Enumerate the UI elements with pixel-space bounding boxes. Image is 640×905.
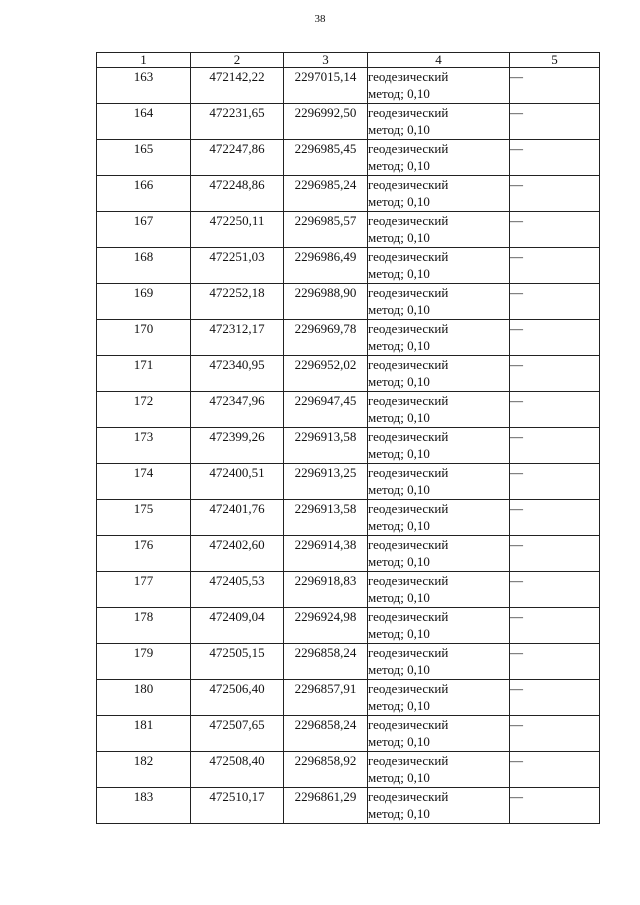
method-line-1: геодезический bbox=[368, 645, 449, 660]
x-coordinate-cell: 472409,04 bbox=[191, 608, 284, 644]
method-line-2: метод; 0,10 bbox=[368, 734, 430, 749]
method-line-2: метод; 0,10 bbox=[368, 446, 430, 461]
point-number-cell: 171 bbox=[97, 356, 191, 392]
method-line-1: геодезический bbox=[368, 537, 449, 552]
dash-mark: — bbox=[510, 321, 523, 336]
method-line-2: метод; 0,10 bbox=[368, 770, 430, 785]
column-5-cell bbox=[510, 788, 600, 824]
point-number-cell: 166 bbox=[97, 176, 191, 212]
column-5-cell bbox=[510, 68, 600, 104]
y-coordinate-cell: 2297015,14 bbox=[284, 68, 368, 104]
point-number-cell: 179 bbox=[97, 644, 191, 680]
method-line-2: метод; 0,10 bbox=[368, 374, 430, 389]
method-cell bbox=[368, 140, 510, 176]
y-coordinate-cell: 2296861,29 bbox=[284, 788, 368, 824]
y-coordinate-cell: 2296913,58 bbox=[284, 500, 368, 536]
method-line-2: метод; 0,10 bbox=[368, 86, 430, 101]
method-line-2: метод; 0,10 bbox=[368, 230, 430, 245]
table-row bbox=[97, 356, 600, 392]
dash-mark: — bbox=[510, 609, 523, 624]
method-cell bbox=[368, 788, 510, 824]
table-row bbox=[97, 752, 600, 788]
method-line-1: геодезический bbox=[368, 141, 449, 156]
y-coordinate-cell: 2296918,83 bbox=[284, 572, 368, 608]
point-number-cell: 163 bbox=[97, 68, 191, 104]
method-line-2: метод; 0,10 bbox=[368, 266, 430, 281]
method-cell bbox=[368, 752, 510, 788]
method-line-1: геодезический bbox=[368, 429, 449, 444]
method-line-1: геодезический bbox=[368, 249, 449, 264]
dash-mark: — bbox=[510, 501, 523, 516]
header-col-2: 2 bbox=[191, 53, 284, 68]
dash-mark: — bbox=[510, 789, 523, 804]
point-number-cell: 177 bbox=[97, 572, 191, 608]
x-coordinate-cell: 472142,22 bbox=[191, 68, 284, 104]
y-coordinate-cell: 2296857,91 bbox=[284, 680, 368, 716]
column-5-cell bbox=[510, 104, 600, 140]
x-coordinate-cell: 472510,17 bbox=[191, 788, 284, 824]
method-line-1: геодезический bbox=[368, 105, 449, 120]
method-cell bbox=[368, 644, 510, 680]
header-col-4: 4 bbox=[368, 53, 510, 68]
method-line-2: метод; 0,10 bbox=[368, 662, 430, 677]
y-coordinate-cell: 2296952,02 bbox=[284, 356, 368, 392]
x-coordinate-cell: 472252,18 bbox=[191, 284, 284, 320]
point-number-cell: 167 bbox=[97, 212, 191, 248]
method-line-2: метод; 0,10 bbox=[368, 158, 430, 173]
x-coordinate-cell: 472312,17 bbox=[191, 320, 284, 356]
y-coordinate-cell: 2296988,90 bbox=[284, 284, 368, 320]
table-row bbox=[97, 428, 600, 464]
column-5-cell bbox=[510, 716, 600, 752]
point-number-cell: 183 bbox=[97, 788, 191, 824]
table-row bbox=[97, 140, 600, 176]
column-5-cell bbox=[510, 320, 600, 356]
point-number-cell: 168 bbox=[97, 248, 191, 284]
method-cell bbox=[368, 572, 510, 608]
method-line-2: метод; 0,10 bbox=[368, 554, 430, 569]
point-number-cell: 178 bbox=[97, 608, 191, 644]
page-number: 38 bbox=[314, 13, 326, 25]
dash-mark: — bbox=[510, 429, 523, 444]
dash-mark: — bbox=[510, 537, 523, 552]
dash-mark: — bbox=[510, 69, 523, 84]
table-row bbox=[97, 536, 600, 572]
y-coordinate-cell: 2296914,38 bbox=[284, 536, 368, 572]
table-row bbox=[97, 212, 600, 248]
x-coordinate-cell: 472340,95 bbox=[191, 356, 284, 392]
column-5-cell bbox=[510, 500, 600, 536]
method-line-2: метод; 0,10 bbox=[368, 626, 430, 641]
y-coordinate-cell: 2296947,45 bbox=[284, 392, 368, 428]
point-number-cell: 172 bbox=[97, 392, 191, 428]
x-coordinate-cell: 472347,96 bbox=[191, 392, 284, 428]
point-number-cell: 181 bbox=[97, 716, 191, 752]
method-line-1: геодезический bbox=[368, 177, 449, 192]
dash-mark: — bbox=[510, 177, 523, 192]
column-5-cell bbox=[510, 536, 600, 572]
y-coordinate-cell: 2296985,57 bbox=[284, 212, 368, 248]
table-row bbox=[97, 608, 600, 644]
table-row bbox=[97, 500, 600, 536]
point-number-cell: 174 bbox=[97, 464, 191, 500]
method-cell bbox=[368, 356, 510, 392]
table-row bbox=[97, 788, 600, 824]
dash-mark: — bbox=[510, 213, 523, 228]
method-line-2: метод; 0,10 bbox=[368, 338, 430, 353]
method-line-1: геодезический bbox=[368, 753, 449, 768]
table-row bbox=[97, 572, 600, 608]
y-coordinate-cell: 2296858,24 bbox=[284, 644, 368, 680]
method-cell bbox=[368, 284, 510, 320]
method-cell bbox=[368, 608, 510, 644]
method-line-1: геодезический bbox=[368, 465, 449, 480]
point-number-cell: 170 bbox=[97, 320, 191, 356]
x-coordinate-cell: 472247,86 bbox=[191, 140, 284, 176]
point-number-cell: 165 bbox=[97, 140, 191, 176]
y-coordinate-cell: 2296858,24 bbox=[284, 716, 368, 752]
table-row bbox=[97, 680, 600, 716]
column-5-cell bbox=[510, 464, 600, 500]
column-5-cell bbox=[510, 644, 600, 680]
method-line-2: метод; 0,10 bbox=[368, 590, 430, 605]
method-line-2: метод; 0,10 bbox=[368, 194, 430, 209]
x-coordinate-cell: 472231,65 bbox=[191, 104, 284, 140]
column-5-cell bbox=[510, 176, 600, 212]
x-coordinate-cell: 472405,53 bbox=[191, 572, 284, 608]
point-number-cell: 164 bbox=[97, 104, 191, 140]
method-cell bbox=[368, 716, 510, 752]
table-row bbox=[97, 644, 600, 680]
method-line-1: геодезический bbox=[368, 501, 449, 516]
column-5-cell bbox=[510, 752, 600, 788]
method-line-1: геодезический bbox=[368, 393, 449, 408]
header-col-5: 5 bbox=[510, 53, 600, 68]
table-row bbox=[97, 320, 600, 356]
method-line-1: геодезический bbox=[368, 681, 449, 696]
method-line-1: геодезический bbox=[368, 69, 449, 84]
x-coordinate-cell: 472402,60 bbox=[191, 536, 284, 572]
method-line-1: геодезический bbox=[368, 717, 449, 732]
method-line-1: геодезический bbox=[368, 321, 449, 336]
y-coordinate-cell: 2296985,45 bbox=[284, 140, 368, 176]
x-coordinate-cell: 472505,15 bbox=[191, 644, 284, 680]
method-line-1: геодезический bbox=[368, 609, 449, 624]
column-5-cell bbox=[510, 284, 600, 320]
method-cell bbox=[368, 104, 510, 140]
table-row bbox=[97, 248, 600, 284]
y-coordinate-cell: 2296858,92 bbox=[284, 752, 368, 788]
point-number-cell: 173 bbox=[97, 428, 191, 464]
table-row bbox=[97, 716, 600, 752]
dash-mark: — bbox=[510, 393, 523, 408]
method-line-1: геодезический bbox=[368, 789, 449, 804]
column-5-cell bbox=[510, 428, 600, 464]
method-line-2: метод; 0,10 bbox=[368, 518, 430, 533]
table-header bbox=[97, 53, 600, 68]
table-row bbox=[97, 68, 600, 104]
dash-mark: — bbox=[510, 717, 523, 732]
method-line-2: метод; 0,10 bbox=[368, 482, 430, 497]
dash-mark: — bbox=[510, 249, 523, 264]
method-line-2: метод; 0,10 bbox=[368, 302, 430, 317]
y-coordinate-cell: 2296992,50 bbox=[284, 104, 368, 140]
x-coordinate-cell: 472248,86 bbox=[191, 176, 284, 212]
x-coordinate-cell: 472506,40 bbox=[191, 680, 284, 716]
dash-mark: — bbox=[510, 105, 523, 120]
method-line-2: метод; 0,10 bbox=[368, 410, 430, 425]
dash-mark: — bbox=[510, 681, 523, 696]
method-cell bbox=[368, 500, 510, 536]
column-5-cell bbox=[510, 572, 600, 608]
y-coordinate-cell: 2296985,24 bbox=[284, 176, 368, 212]
column-5-cell bbox=[510, 392, 600, 428]
x-coordinate-cell: 472251,03 bbox=[191, 248, 284, 284]
header-col-3: 3 bbox=[284, 53, 368, 68]
method-cell bbox=[368, 392, 510, 428]
method-line-2: метод; 0,10 bbox=[368, 122, 430, 137]
method-line-1: геодезический bbox=[368, 285, 449, 300]
dash-mark: — bbox=[510, 465, 523, 480]
x-coordinate-cell: 472508,40 bbox=[191, 752, 284, 788]
y-coordinate-cell: 2296913,25 bbox=[284, 464, 368, 500]
method-cell bbox=[368, 212, 510, 248]
column-5-cell bbox=[510, 212, 600, 248]
x-coordinate-cell: 472250,11 bbox=[191, 212, 284, 248]
x-coordinate-cell: 472507,65 bbox=[191, 716, 284, 752]
method-line-1: геодезический bbox=[368, 573, 449, 588]
column-5-cell bbox=[510, 356, 600, 392]
y-coordinate-cell: 2296913,58 bbox=[284, 428, 368, 464]
x-coordinate-cell: 472400,51 bbox=[191, 464, 284, 500]
table-row bbox=[97, 464, 600, 500]
method-cell bbox=[368, 464, 510, 500]
method-cell bbox=[368, 680, 510, 716]
method-cell bbox=[368, 536, 510, 572]
dash-mark: — bbox=[510, 285, 523, 300]
table-row bbox=[97, 104, 600, 140]
dash-mark: — bbox=[510, 357, 523, 372]
table-row bbox=[97, 392, 600, 428]
point-number-cell: 175 bbox=[97, 500, 191, 536]
method-cell bbox=[368, 320, 510, 356]
header-col-1: 1 bbox=[97, 53, 191, 68]
method-line-1: геодезический bbox=[368, 357, 449, 372]
method-line-1: геодезический bbox=[368, 213, 449, 228]
method-line-2: метод; 0,10 bbox=[368, 806, 430, 821]
dash-mark: — bbox=[510, 141, 523, 156]
point-number-cell: 176 bbox=[97, 536, 191, 572]
y-coordinate-cell: 2296924,98 bbox=[284, 608, 368, 644]
point-number-cell: 180 bbox=[97, 680, 191, 716]
y-coordinate-cell: 2296969,78 bbox=[284, 320, 368, 356]
point-number-cell: 169 bbox=[97, 284, 191, 320]
coordinates-table bbox=[96, 52, 600, 824]
x-coordinate-cell: 472399,26 bbox=[191, 428, 284, 464]
column-5-cell bbox=[510, 248, 600, 284]
dash-mark: — bbox=[510, 753, 523, 768]
x-coordinate-cell: 472401,76 bbox=[191, 500, 284, 536]
method-cell bbox=[368, 68, 510, 104]
column-5-cell bbox=[510, 680, 600, 716]
table-row bbox=[97, 284, 600, 320]
header-row bbox=[97, 53, 600, 68]
method-cell bbox=[368, 248, 510, 284]
dash-mark: — bbox=[510, 645, 523, 660]
dash-mark: — bbox=[510, 573, 523, 588]
table-row bbox=[97, 176, 600, 212]
y-coordinate-cell: 2296986,49 bbox=[284, 248, 368, 284]
table-body bbox=[97, 68, 600, 824]
method-cell bbox=[368, 176, 510, 212]
column-5-cell bbox=[510, 140, 600, 176]
method-line-2: метод; 0,10 bbox=[368, 698, 430, 713]
column-5-cell bbox=[510, 608, 600, 644]
method-cell bbox=[368, 428, 510, 464]
point-number-cell: 182 bbox=[97, 752, 191, 788]
